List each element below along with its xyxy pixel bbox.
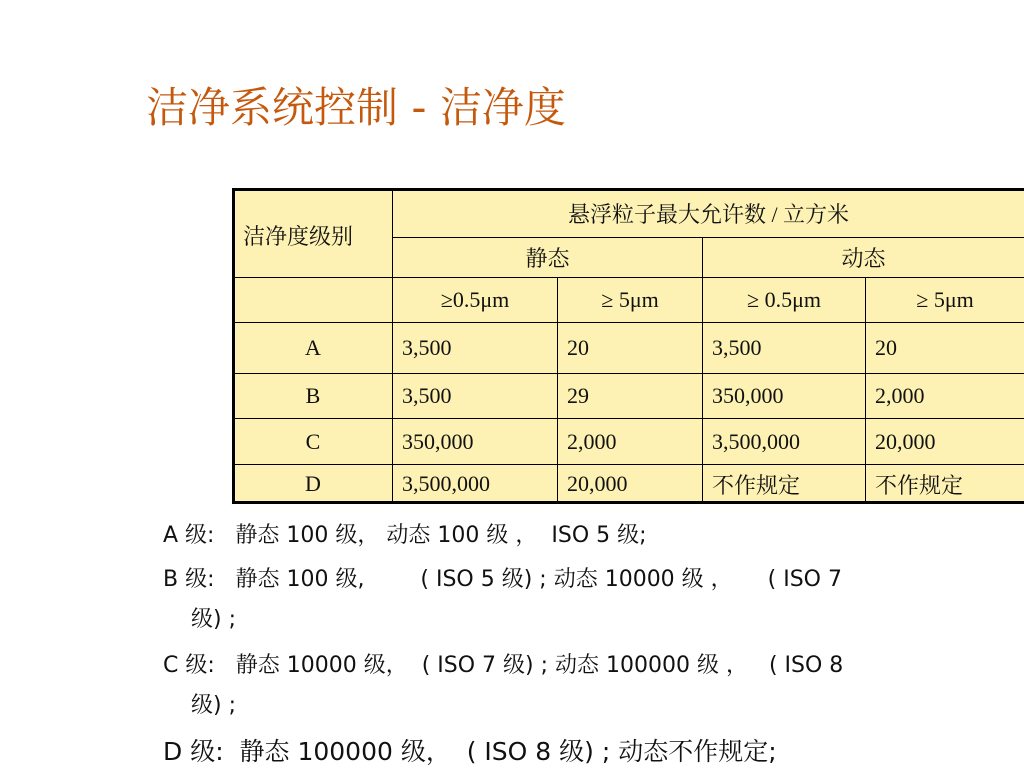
header-size-dynamic-05: ≥ 0.5μm xyxy=(703,278,866,323)
table-cell: 20 xyxy=(866,323,1024,374)
note-grade-a: A 级: 静态 100 级， 动态 100 级 ， ISO 5 级; xyxy=(163,523,647,548)
table-cell: 350,000 xyxy=(703,374,866,419)
table-cell: 3,500,000 xyxy=(393,465,558,504)
row-grade: A xyxy=(234,323,393,374)
header-size-dynamic-5: ≥ 5μm xyxy=(866,278,1024,323)
header-particle-limit: 悬浮粒子最大允许数 / 立方米 xyxy=(393,190,1024,238)
table-cell: 20,000 xyxy=(866,419,1024,465)
table-cell: 3,500 xyxy=(703,323,866,374)
table-row xyxy=(234,374,1024,419)
row-grade: B xyxy=(234,374,393,419)
note-grade-c-cont: 级) ; xyxy=(191,693,236,718)
row-grade: D xyxy=(234,465,393,504)
table-row xyxy=(234,323,1024,374)
note-grade-b-cont: 级) ; xyxy=(191,607,236,632)
note-grade-b: B 级: 静态 100 级, ( ISO 5 级) ; 动态 10000 级 ， ( ISO 7 xyxy=(163,567,842,592)
table-row xyxy=(234,465,1024,504)
table-cell: 20,000 xyxy=(558,465,703,504)
table-cell: 不作规定 xyxy=(703,465,866,504)
table-cell: 不作规定 xyxy=(866,465,1024,504)
note-grade-c: C 级: 静态 10000 级， ( ISO 7 级) ; 动态 100000 级 ， ( ISO 8 xyxy=(163,653,844,678)
table-cell: 3,500 xyxy=(393,323,558,374)
cleanliness-grade-table xyxy=(233,189,1024,504)
table-cell: 29 xyxy=(558,374,703,419)
table-cell: 3,500 xyxy=(393,374,558,419)
table-cell: 2,000 xyxy=(866,374,1024,419)
header-empty-cell xyxy=(234,278,393,323)
slide-title: 洁净系统控制 - 洁净度 xyxy=(146,83,566,132)
header-size-static-05: ≥0.5μm xyxy=(393,278,558,323)
note-grade-d: D 级: 静态 100000 级， ( ISO 8 级) ; 动态不作规定; xyxy=(163,737,777,766)
header-size-static-5: ≥ 5μm xyxy=(558,278,703,323)
table-cell: 3,500,000 xyxy=(703,419,866,465)
row-grade: C xyxy=(234,419,393,465)
header-grade: 洁净度级别 xyxy=(234,190,393,278)
table-cell: 20 xyxy=(558,323,703,374)
header-dynamic: 动态 xyxy=(703,238,1024,278)
header-static: 静态 xyxy=(393,238,703,278)
table-row xyxy=(234,419,1024,465)
table-cell: 2,000 xyxy=(558,419,703,465)
table-cell: 350,000 xyxy=(393,419,558,465)
